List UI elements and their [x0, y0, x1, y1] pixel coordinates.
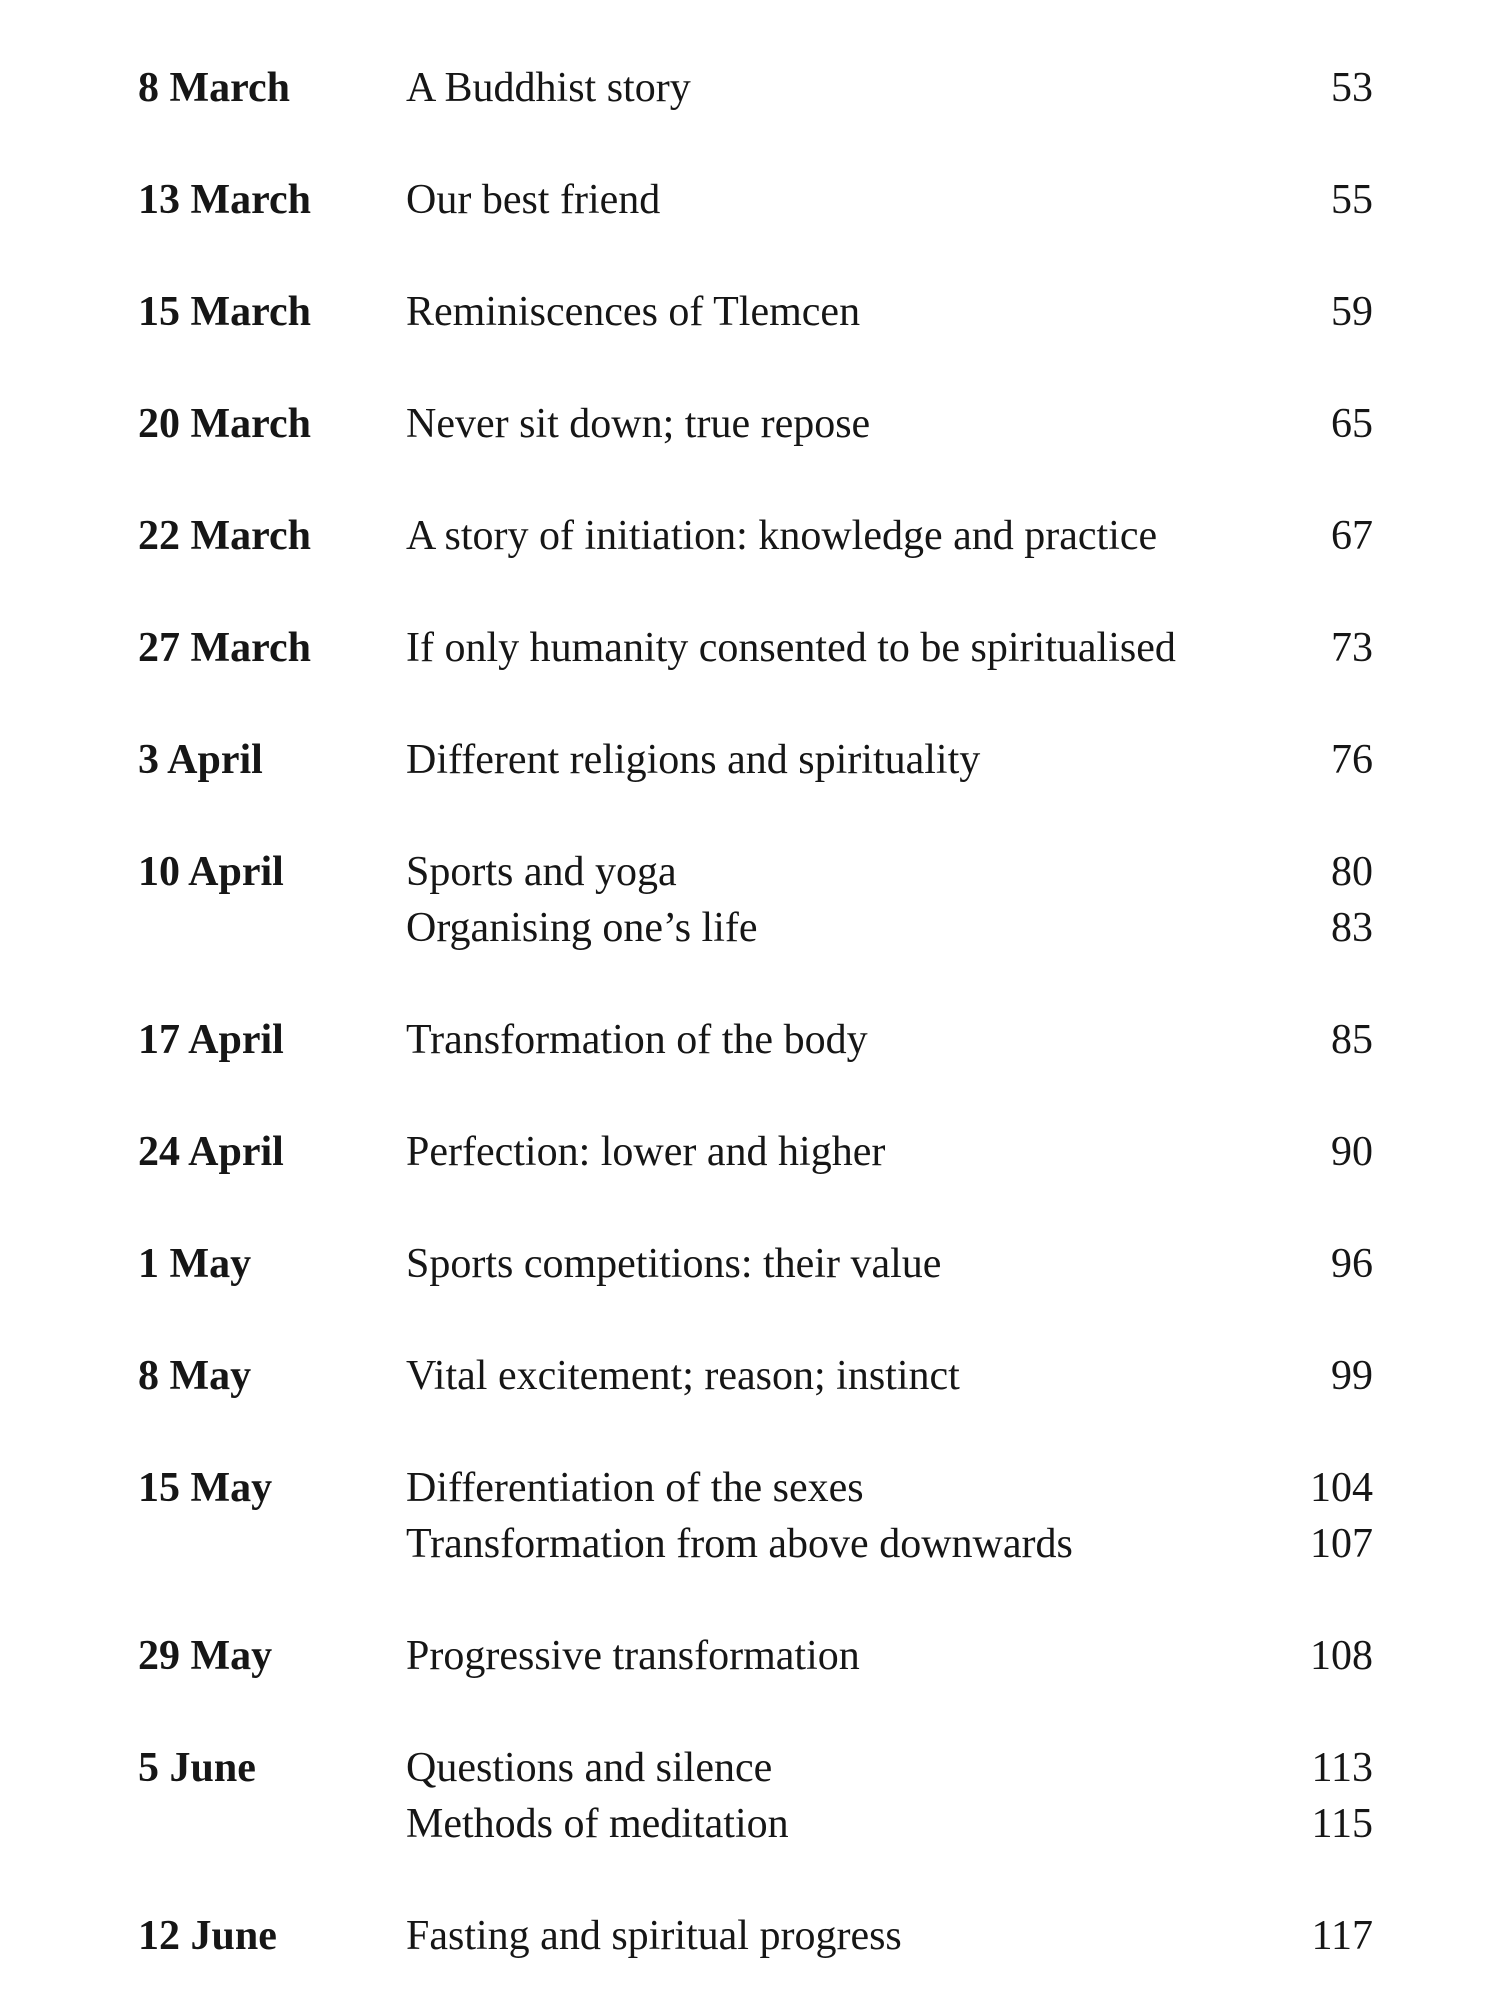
- entry-page-number: 99: [1331, 1353, 1373, 1399]
- entry-date: 27 March: [138, 625, 312, 671]
- entry-date: 15 May: [138, 1465, 273, 1511]
- entry-title: Perfection: lower and higher: [406, 1129, 886, 1175]
- toc-line: [0, 172, 1500, 228]
- entry-page-number: 73: [1331, 625, 1373, 671]
- entry-title: Never sit down; true repose: [406, 401, 871, 447]
- entry-page-number: 80: [1331, 849, 1373, 895]
- entry-date: 8 May: [138, 1353, 252, 1399]
- entry-page-number: 83: [1331, 905, 1373, 951]
- toc-line: [0, 508, 1500, 564]
- entry-title: Sports competitions: their value: [406, 1241, 942, 1287]
- entry-title: Vital excitement; reason; instinct: [406, 1353, 960, 1399]
- toc-line: [0, 1628, 1500, 1684]
- entry-page-number: 96: [1331, 1241, 1373, 1287]
- entry-date: 24 April: [138, 1129, 284, 1175]
- entry-page-number: 55: [1331, 177, 1373, 223]
- toc-line: [0, 284, 1500, 340]
- entry-title: Reminiscences of Tlemcen: [406, 289, 861, 335]
- entry-title: Our best friend: [406, 177, 661, 223]
- entry-page-number: 113: [1311, 1745, 1373, 1791]
- entry-title: Differentiation of the sexes: [406, 1465, 864, 1511]
- toc-line: [0, 1124, 1500, 1180]
- entry-date: 12 June: [138, 1913, 277, 1959]
- entry-title: Fasting and spiritual progress: [406, 1913, 902, 1959]
- entry-page-number: 85: [1331, 1017, 1373, 1063]
- entry-page-number: 65: [1331, 401, 1373, 447]
- entry-page-number: 67: [1331, 513, 1373, 559]
- toc-line: [0, 1236, 1500, 1292]
- entry-page-number: 108: [1310, 1633, 1373, 1679]
- entry-page-number: 117: [1311, 1913, 1373, 1959]
- toc-line: [0, 1460, 1500, 1516]
- entry-title: Questions and silence: [406, 1745, 773, 1791]
- entry-page-number: 107: [1310, 1521, 1373, 1567]
- toc-line: [0, 1740, 1500, 1796]
- entry-date: 8 March: [138, 65, 291, 111]
- toc-line: [0, 1348, 1500, 1404]
- toc-line: [0, 60, 1500, 116]
- toc-line: [0, 396, 1500, 452]
- entry-date: 1 May: [138, 1241, 252, 1287]
- entry-title: If only humanity consented to be spiritualised: [406, 625, 1176, 671]
- toc-line: [0, 900, 1500, 956]
- toc-line: [0, 732, 1500, 788]
- entry-title: Transformation of the body: [406, 1017, 868, 1063]
- toc-line: [0, 620, 1500, 676]
- entry-date: 10 April: [138, 849, 284, 895]
- toc-line: [0, 1516, 1500, 1572]
- entry-date: 3 April: [138, 737, 263, 783]
- toc-line: [0, 844, 1500, 900]
- toc-line: [0, 1908, 1500, 1964]
- entry-date: 17 April: [138, 1017, 284, 1063]
- entry-title: A Buddhist story: [406, 65, 691, 111]
- entry-title: Methods of meditation: [406, 1801, 789, 1847]
- entry-title: Organising one’s life: [406, 905, 758, 951]
- entry-date: 29 May: [138, 1633, 273, 1679]
- entry-page-number: 59: [1331, 289, 1373, 335]
- entry-page-number: 115: [1311, 1801, 1373, 1847]
- entry-date: 13 March: [138, 177, 312, 223]
- entry-page-number: 76: [1331, 737, 1373, 783]
- toc-line: [0, 1012, 1500, 1068]
- toc-line: [0, 1796, 1500, 1852]
- entry-title: Sports and yoga: [406, 849, 677, 895]
- entry-title: Progressive transformation: [406, 1633, 860, 1679]
- entry-date: 5 June: [138, 1745, 256, 1791]
- entry-title: Transformation from above downwards: [406, 1521, 1073, 1567]
- entry-page-number: 104: [1310, 1465, 1373, 1511]
- entry-page-number: 53: [1331, 65, 1373, 111]
- entry-date: 22 March: [138, 513, 312, 559]
- entry-title: Different religions and spirituality: [406, 737, 981, 783]
- entry-page-number: 90: [1331, 1129, 1373, 1175]
- entry-title: A story of initiation: knowledge and practice: [406, 513, 1158, 559]
- entry-date: 15 March: [138, 289, 312, 335]
- entry-date: 20 March: [138, 401, 312, 447]
